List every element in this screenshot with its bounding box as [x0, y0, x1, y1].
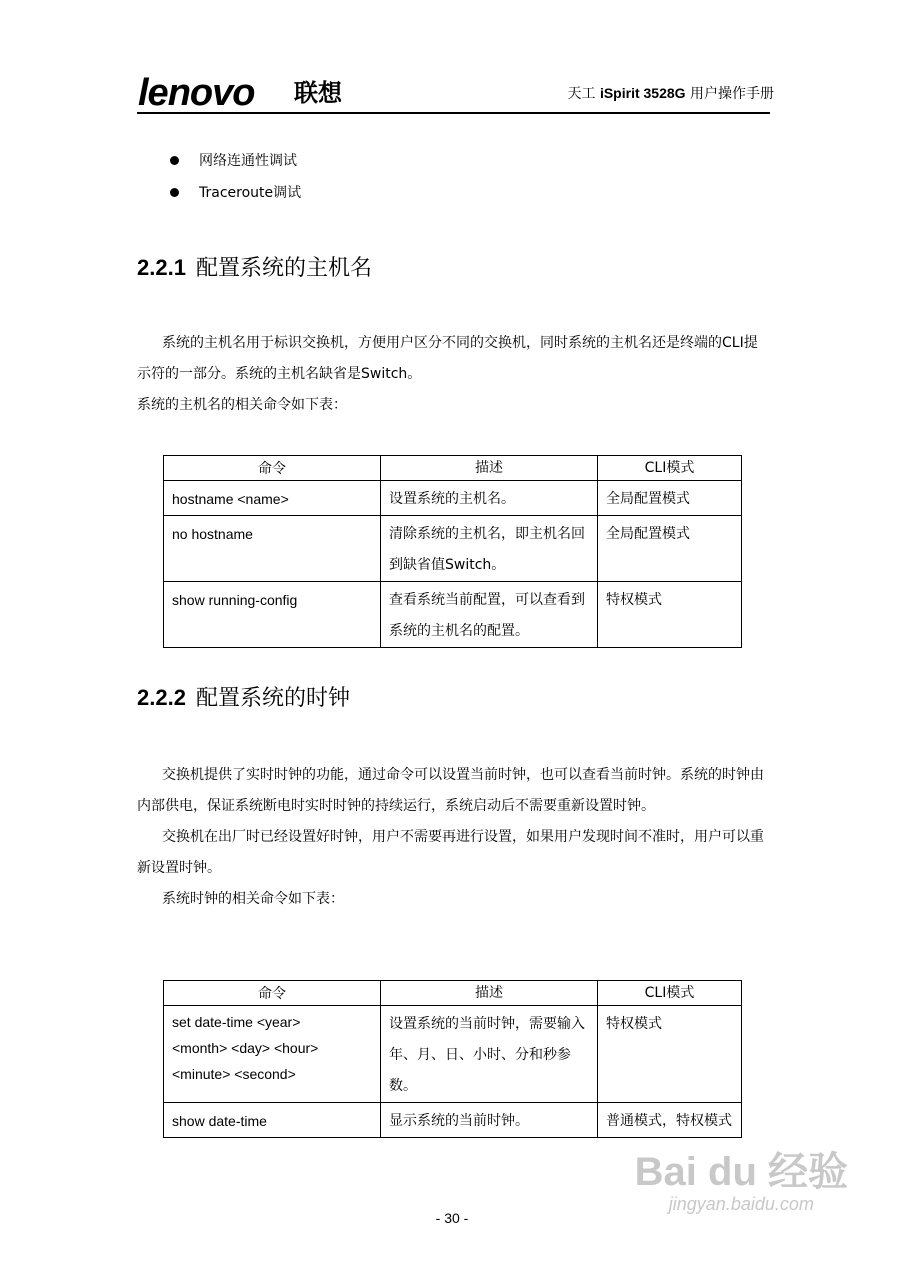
section-title: 配置系统的时钟 — [195, 686, 350, 711]
cell-description: 设置系统的主机名。 — [381, 481, 598, 516]
cell-cli-mode: 特权模式 — [598, 582, 742, 648]
bullet-text: Traceroute调试 — [199, 185, 302, 201]
header-cli-mode: CLI模式 — [598, 981, 742, 1006]
cell-cli-mode: 全局配置模式 — [598, 516, 742, 582]
cell-description: 清除系统的主机名，即主机名回到缺省值Switch。 — [381, 516, 598, 582]
paragraph: 交换机提供了实时时钟的功能，通过命令可以设置当前时钟，也可以查看当前时钟。系统的时钟由内部供电，保证系统断电时实时时钟的持续运行，系统启动后不需要重新设置时钟。 — [137, 767, 764, 814]
header-rule — [137, 112, 770, 114]
bullet-item — [170, 152, 297, 170]
paragraph: 交换机在出厂时已经设置好时钟，用户不需要再进行设置，如果用户发现时间不准时，用户可以重新设置时钟。 — [137, 829, 764, 876]
cell-description: 设置系统的当前时钟，需要输入年、月、日、小时、分和秒参数。 — [381, 1006, 598, 1103]
paragraph: 系统时钟的相关命令如下表： — [162, 891, 344, 907]
lenovo-logo-cn: 联想 — [294, 79, 342, 107]
header-description: 描述 — [381, 981, 598, 1006]
section-number: 2.2.2 — [137, 685, 186, 710]
bullet-text: 网络连通性调试 — [199, 153, 297, 169]
doc-title — [568, 84, 775, 103]
page-number: - 30 - — [435, 1210, 469, 1226]
table-header-row — [164, 456, 742, 481]
lenovo-logo: lenovo — [138, 72, 255, 114]
cell-command: no hostname — [164, 516, 381, 582]
table-row — [164, 1006, 742, 1103]
section-heading — [137, 684, 350, 713]
table-row — [164, 1103, 742, 1138]
table-header-row — [164, 981, 742, 1006]
paragraph: 系统的主机名用于标识交换机，方便用户区分不同的交换机，同时系统的主机名还是终端的CLI提示符的一部分。系统的主机名缺省是Switch。 — [137, 335, 758, 382]
section-body — [137, 328, 770, 421]
table-row — [164, 516, 742, 582]
clock-command-table — [163, 980, 742, 1138]
section-title: 配置系统的主机名 — [195, 256, 372, 281]
doc-title-suffix: 用户操作手册 — [690, 86, 774, 102]
header-command: 命令 — [164, 456, 381, 481]
cell-cli-mode: 普通模式，特权模式 — [598, 1103, 742, 1138]
paragraph: 系统的主机名的相关命令如下表： — [137, 397, 347, 413]
table-row — [164, 582, 742, 648]
cell-description: 显示系统的当前时钟。 — [381, 1103, 598, 1138]
cell-description: 查看系统当前配置，可以查看到系统的主机名的配置。 — [381, 582, 598, 648]
cell-command-text: set date-time <year> <month> <day> <hour> <minute> <second> — [172, 1014, 319, 1082]
section-body — [137, 760, 770, 915]
header-description: 描述 — [381, 456, 598, 481]
cell-command: hostname <name> — [164, 481, 381, 516]
cell-cli-mode: 全局配置模式 — [598, 481, 742, 516]
bullet-item — [170, 184, 301, 202]
header-cli-mode: CLI模式 — [598, 456, 742, 481]
cell-command: show date-time — [164, 1103, 381, 1138]
watermark-url: jingyan.baidu.com — [668, 1194, 814, 1214]
section-number: 2.2.1 — [137, 255, 186, 280]
cell-command: show running-config — [164, 582, 381, 648]
table-row — [164, 481, 742, 516]
hostname-command-table — [163, 455, 742, 648]
doc-title-prefix: 天工 — [567, 86, 596, 102]
section-heading — [137, 254, 372, 283]
cell-cli-mode: 特权模式 — [598, 1006, 742, 1103]
baidu-watermark — [635, 1150, 848, 1214]
header-command: 命令 — [164, 981, 381, 1006]
cell-command — [164, 1006, 381, 1103]
bullet-dot — [170, 188, 179, 197]
bullet-dot — [170, 156, 179, 165]
doc-title-product: iSpirit 3528G — [599, 85, 686, 101]
watermark-brand: Bai du 经验 — [634, 1150, 848, 1194]
